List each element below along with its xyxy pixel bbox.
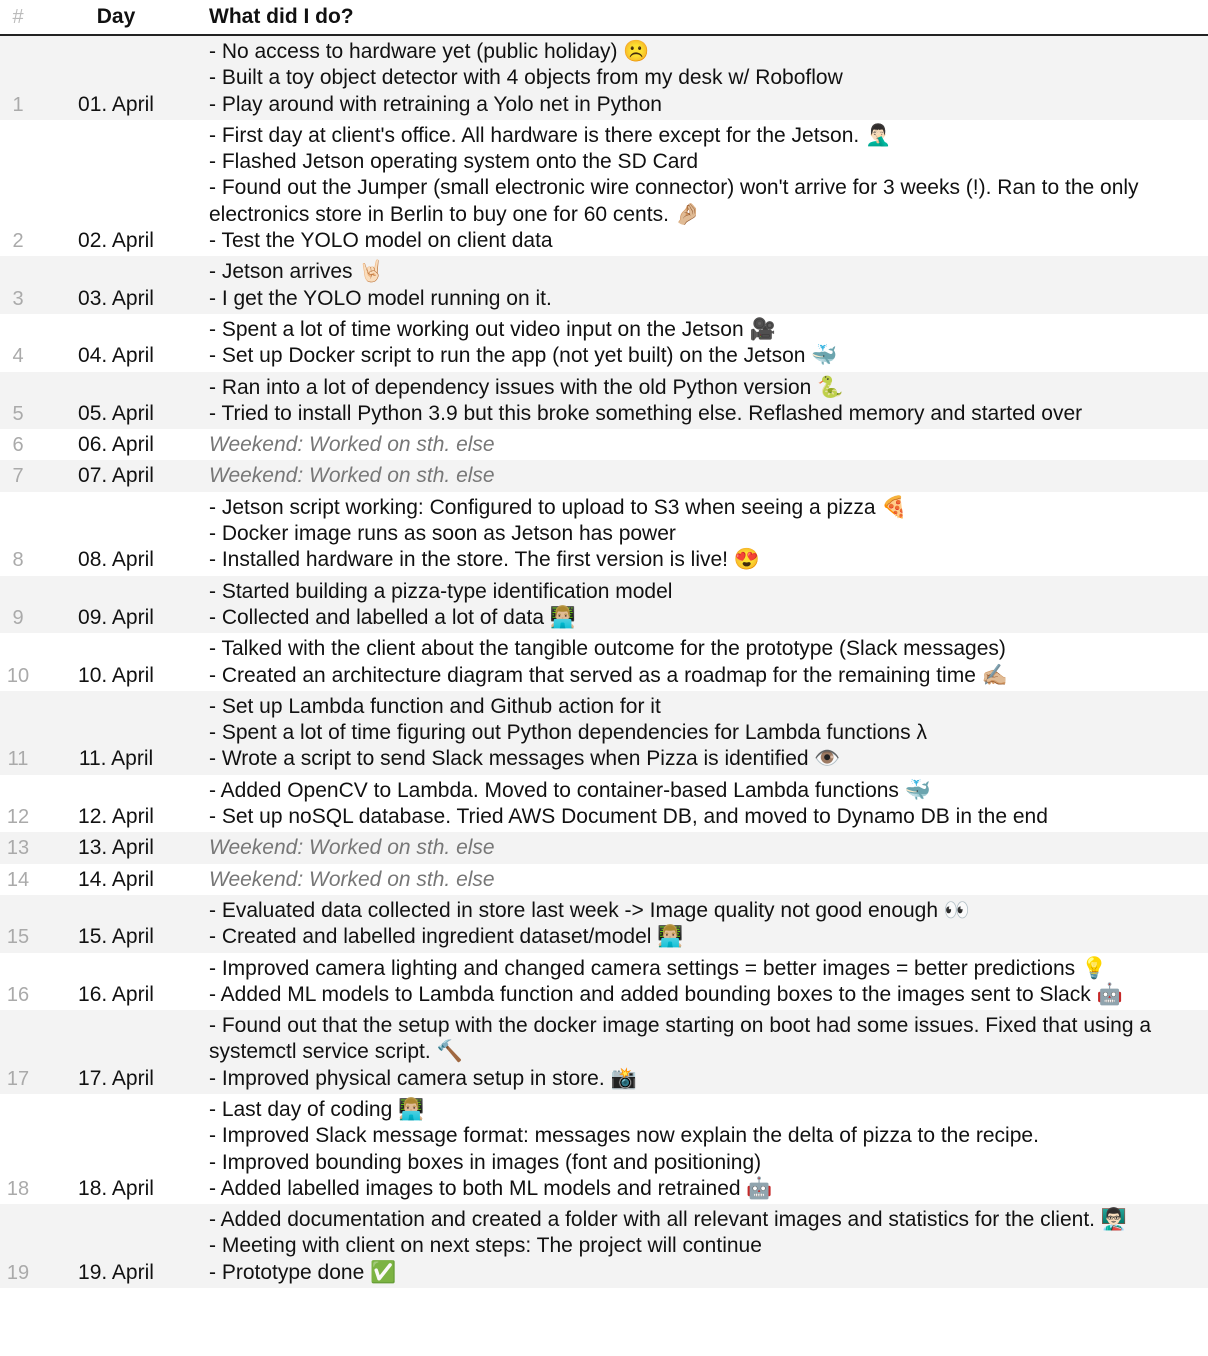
- table-row: [0, 1010, 1208, 1094]
- activity-line: - Started building a pizza-type identification model: [209, 579, 673, 603]
- row-activities: [196, 636, 1206, 689]
- table-row: [0, 429, 1208, 460]
- activity-line: - Added OpenCV to Lambda. Moved to container-based Lambda functions 🐳: [209, 778, 931, 802]
- row-number: 6: [12, 434, 24, 457]
- table-row: [0, 1204, 1208, 1288]
- row-number: 19: [6, 1261, 30, 1284]
- activity-line: - Set up noSQL database. Tried AWS Document DB, and moved to Dynamo DB in the end: [209, 805, 1048, 829]
- activity-line: - Play around with retraining a Yolo net in Python: [209, 92, 662, 116]
- row-day: 03. April: [78, 286, 154, 310]
- row-day: 14. April: [78, 867, 154, 891]
- activity-line: - Spent a lot of time working out video input on the Jetson 🎥: [209, 317, 776, 341]
- activity-line: - Found out the Jumper (small electronic wire connector) won't arrive for 3 weeks (!). Ran to the only electronics store in Berlin to buy one for 60 cents. 🤌🏼: [209, 176, 1139, 226]
- activity-line: - Ran into a lot of dependency issues with the old Python version 🐍: [209, 375, 844, 399]
- row-number: 10: [6, 664, 30, 687]
- activity-line: - Found out that the setup with the docker image starting on boot had some issues. Fixed that using a systemctl service script. 🔨: [209, 1014, 1152, 1064]
- activity-line: - Spent a lot of time figuring out Python dependencies for Lambda functions λ: [209, 721, 927, 745]
- table-row: [0, 775, 1208, 833]
- activity-line: - Added ML models to Lambda function and added bounding boxes to the images sent to Slack 🤖: [209, 982, 1123, 1006]
- row-day: 18. April: [78, 1176, 154, 1200]
- row-day: 10. April: [78, 663, 154, 687]
- activity-line: - Tried to install Python 3.9 but this broke something else. Reflashed memory and started over: [209, 401, 1083, 425]
- row-activities: [196, 123, 1206, 254]
- row-number: 16: [6, 983, 30, 1006]
- row-activities: [196, 579, 1206, 632]
- header-number: #: [12, 5, 24, 28]
- row-day: 08. April: [78, 548, 154, 572]
- activity-line: - Wrote a script to send Slack messages when Pizza is identified 👁️: [209, 747, 841, 771]
- row-day: 07. April: [78, 464, 154, 488]
- row-activities: [196, 778, 1206, 831]
- table-row: [0, 1094, 1208, 1204]
- row-number: 3: [12, 287, 24, 310]
- row-day: 19. April: [78, 1260, 154, 1284]
- weekend-note: Weekend: Worked on sth. else: [209, 464, 495, 488]
- row-number: 12: [6, 806, 30, 829]
- row-activities: [196, 694, 1206, 773]
- row-activities: [196, 463, 1206, 489]
- row-activities: [196, 259, 1206, 312]
- activity-line: - Evaluated data collected in store last week -> Image quality not good enough 👀: [209, 898, 971, 922]
- row-number: 7: [12, 465, 24, 488]
- activity-line: - Improved bounding boxes in images (font and positioning): [209, 1150, 762, 1174]
- table-row: [0, 576, 1208, 634]
- row-day: 04. April: [78, 344, 154, 368]
- row-number: 17: [6, 1067, 30, 1090]
- row-activities: [196, 956, 1206, 1009]
- activity-line: - Jetson script working: Configured to upload to S3 when seeing a pizza 🍕: [209, 495, 908, 519]
- header-day: Day: [96, 5, 136, 28]
- activity-line: - Improved Slack message format: messages now explain the delta of pizza to the recipe.: [209, 1124, 1039, 1148]
- row-day: 09. April: [78, 605, 154, 629]
- activity-line: - Created and labelled ingredient dataset/model 👨🏼‍💻: [209, 925, 684, 949]
- table-row: [0, 633, 1208, 691]
- row-activities: [196, 1013, 1206, 1092]
- row-day: 01. April: [78, 92, 154, 116]
- table-row: [0, 36, 1208, 120]
- activity-line: - Talked with the client about the tangible outcome for the prototype (Slack messages): [209, 637, 1006, 661]
- row-number: 15: [6, 926, 30, 949]
- table-row: [0, 314, 1208, 372]
- table-row: [0, 895, 1208, 953]
- activity-line: - Prototype done ✅: [209, 1260, 397, 1284]
- row-activities: [196, 39, 1206, 118]
- table-row: [0, 691, 1208, 775]
- activity-line: - Last day of coding 👨🏼‍💻: [209, 1097, 425, 1121]
- table-row: [0, 492, 1208, 576]
- row-number: 1: [12, 93, 24, 116]
- row-number: 5: [12, 402, 24, 425]
- activity-line: - First day at client's office. All hardware is there except for the Jetson. 🤦🏻‍♂️: [209, 123, 892, 147]
- activity-line: - Added labelled images to both ML models and retrained 🤖: [209, 1176, 773, 1200]
- row-day: 13. April: [78, 836, 154, 860]
- row-day: 06. April: [78, 433, 154, 457]
- row-day: 12. April: [78, 805, 154, 829]
- row-day: 15. April: [78, 925, 154, 949]
- row-activities: [196, 495, 1206, 574]
- activity-line: - Docker image runs as soon as Jetson has power: [209, 522, 676, 546]
- weekend-note: Weekend: Worked on sth. else: [209, 836, 495, 860]
- table-header: [0, 0, 1208, 36]
- activity-line: - I get the YOLO model running on it.: [209, 286, 552, 310]
- table-row: [0, 460, 1208, 491]
- activity-line: - Test the YOLO model on client data: [209, 229, 553, 253]
- row-activities: [196, 317, 1206, 370]
- header-what: What did I do?: [209, 5, 354, 28]
- row-activities: [196, 1207, 1206, 1286]
- activity-line: - Improved camera lighting and changed camera settings = better images = better predictions 💡: [209, 956, 1108, 980]
- activity-line: - Meeting with client on next steps: The project will continue: [209, 1234, 762, 1258]
- activity-line: - Jetson arrives 🤘🏻: [209, 260, 385, 284]
- row-number: 13: [6, 837, 30, 860]
- row-number: 14: [6, 868, 30, 891]
- table-row: [0, 832, 1208, 863]
- activity-line: - Created an architecture diagram that served as a roadmap for the remaining time ✍🏼: [209, 663, 1008, 687]
- table-row: [0, 120, 1208, 256]
- table-row: [0, 953, 1208, 1011]
- row-number: 2: [12, 230, 24, 253]
- weekend-note: Weekend: Worked on sth. else: [209, 867, 495, 891]
- activity-line: - Flashed Jetson operating system onto the SD Card: [209, 150, 699, 174]
- row-activities: [196, 1097, 1206, 1202]
- row-day: 11. April: [78, 747, 154, 771]
- activity-line: - Built a toy object detector with 4 objects from my desk w/ Roboflow: [209, 66, 843, 90]
- activity-line: - Installed hardware in the store. The first version is live! 😍: [209, 548, 760, 572]
- activity-line: - Set up Docker script to run the app (not yet built) on the Jetson 🐳: [209, 344, 838, 368]
- row-number: 11: [7, 748, 29, 771]
- row-activities: [196, 375, 1206, 428]
- table-row: [0, 864, 1208, 895]
- row-day: 17. April: [78, 1066, 154, 1090]
- table-row: [0, 372, 1208, 430]
- table-body: [0, 36, 1208, 1288]
- row-day: 02. April: [78, 229, 154, 253]
- row-number: 9: [12, 606, 24, 629]
- activity-line: - Collected and labelled a lot of data 👨🏼‍💻: [209, 605, 577, 629]
- row-activities: [196, 835, 1206, 861]
- table-row: [0, 256, 1208, 314]
- row-activities: [196, 432, 1206, 458]
- row-number: 8: [12, 549, 24, 572]
- row-day: 16. April: [78, 982, 154, 1006]
- row-number: 4: [12, 345, 24, 368]
- weekend-note: Weekend: Worked on sth. else: [209, 433, 495, 457]
- row-activities: [196, 867, 1206, 893]
- row-number: 18: [6, 1177, 30, 1200]
- activity-line: - Improved physical camera setup in store. 📸: [209, 1066, 637, 1090]
- row-activities: [196, 898, 1206, 951]
- activity-line: - Added documentation and created a folder with all relevant images and statistics for the client. 👨🏻‍🏫: [209, 1208, 1127, 1232]
- row-day: 05. April: [78, 401, 154, 425]
- activity-line: - No access to hardware yet (public holiday) ☹️: [209, 40, 650, 63]
- activity-line: - Set up Lambda function and Github action for it: [209, 694, 661, 718]
